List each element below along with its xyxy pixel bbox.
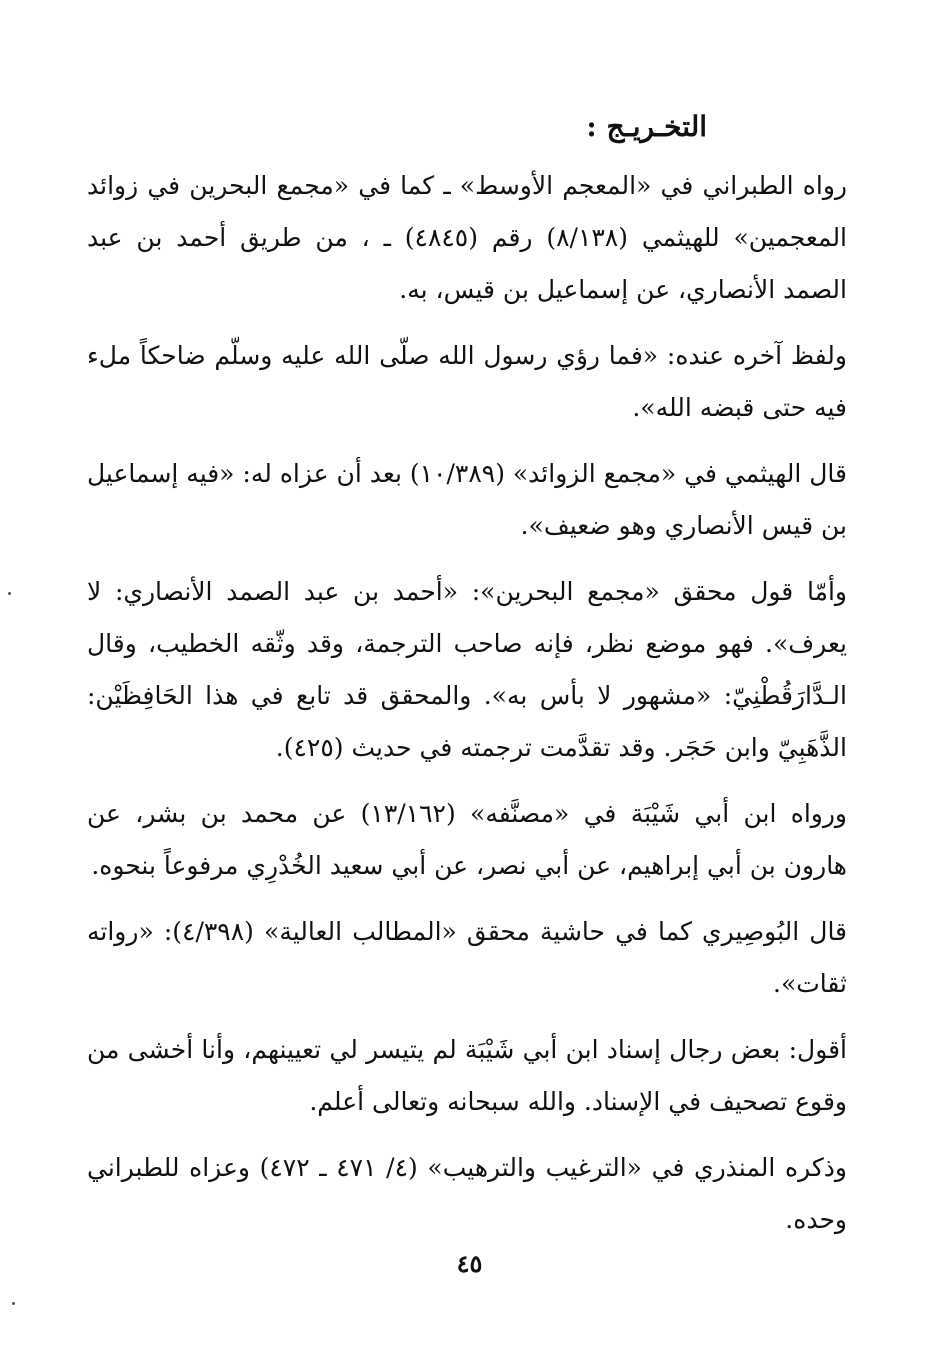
- paragraph-takhrij-tabarani: رواه الطبراني في «المعجم الأوسط» ـ كما في «مجمع البحرين في زوائد المعجمين» للهيثمي (٨/١٣٨) رقم (٤٨٤٥) ـ ، من طريق أحمد بن عبد الصمد الأنصاري، عن إسماعيل بن قيس، به.: [87, 171, 848, 304]
- scan-speck: [12, 1302, 15, 1305]
- page-number: ٤٥: [456, 1249, 483, 1278]
- paragraph-busiri: قال البُوصِيري كما في حاشية محقق «المطالب العالية» (٤/٣٩٨): «رواته ثقات».: [87, 917, 848, 998]
- paragraph-muhaqqiq-note: وأمّا قول محقق «مجمع البحرين»: «أحمد بن عبد الصمد الأنصاري: لا يعرف». فهو موضع نظر، فإنه صاحب الترجمة، وقد وثّقه الخطيب، وقال الـدَّارَقُطْنِيّ: «مشهور لا بأس به». والمحقق قد تابع في هذا الحَافِظَيْن: الذَّهَبِيّ وابن حَجَر. وقد تقدَّمت ترجمته في حديث (٤٢٥).: [87, 577, 847, 762]
- paragraph-ibn-abi-shayba: ورواه ابن أبي شَيْبَة في «مصنَّفه» (١٣/١٦٢) عن محمد بن بشر، عن هارون بن أبي إبراهيم، عن أبي نصر، عن أبي سعيد الخُدْرِي مرفوعاً بنحوه.: [87, 799, 847, 880]
- page-body: [87, 160, 847, 1260]
- paragraph-wording: ولفظ آخره عنده: «فما رؤي رسول الله صلّى الله عليه وسلّم ضاحكاً ملء فيه حتى قبضه الله».: [87, 341, 847, 422]
- paragraph-haythami: قال الهيثمي في «مجمع الزوائد» (١٠/٣٨٩) بعد أن عزاه له: «فيه إسماعيل بن قيس الأنصاري وهو ضعيف».: [86, 459, 847, 540]
- paragraph-mundhiri: وذكره المنذري في «الترغيب والترهيب» (٤/ ٤٧١ ـ ٤٧٢) وعزاه للطبراني وحده.: [87, 1153, 847, 1234]
- paragraph-author-comment: أقول: بعض رجال إسناد ابن أبي شَيْبَة لم يتيسر لي تعيينهم، وأنا أخشى من وقوع تصحيف في الإسناد. والله سبحانه وتعالى أعلم.: [87, 1035, 847, 1116]
- section-title: التخـريـج :: [586, 110, 707, 143]
- scan-speck: [8, 592, 11, 595]
